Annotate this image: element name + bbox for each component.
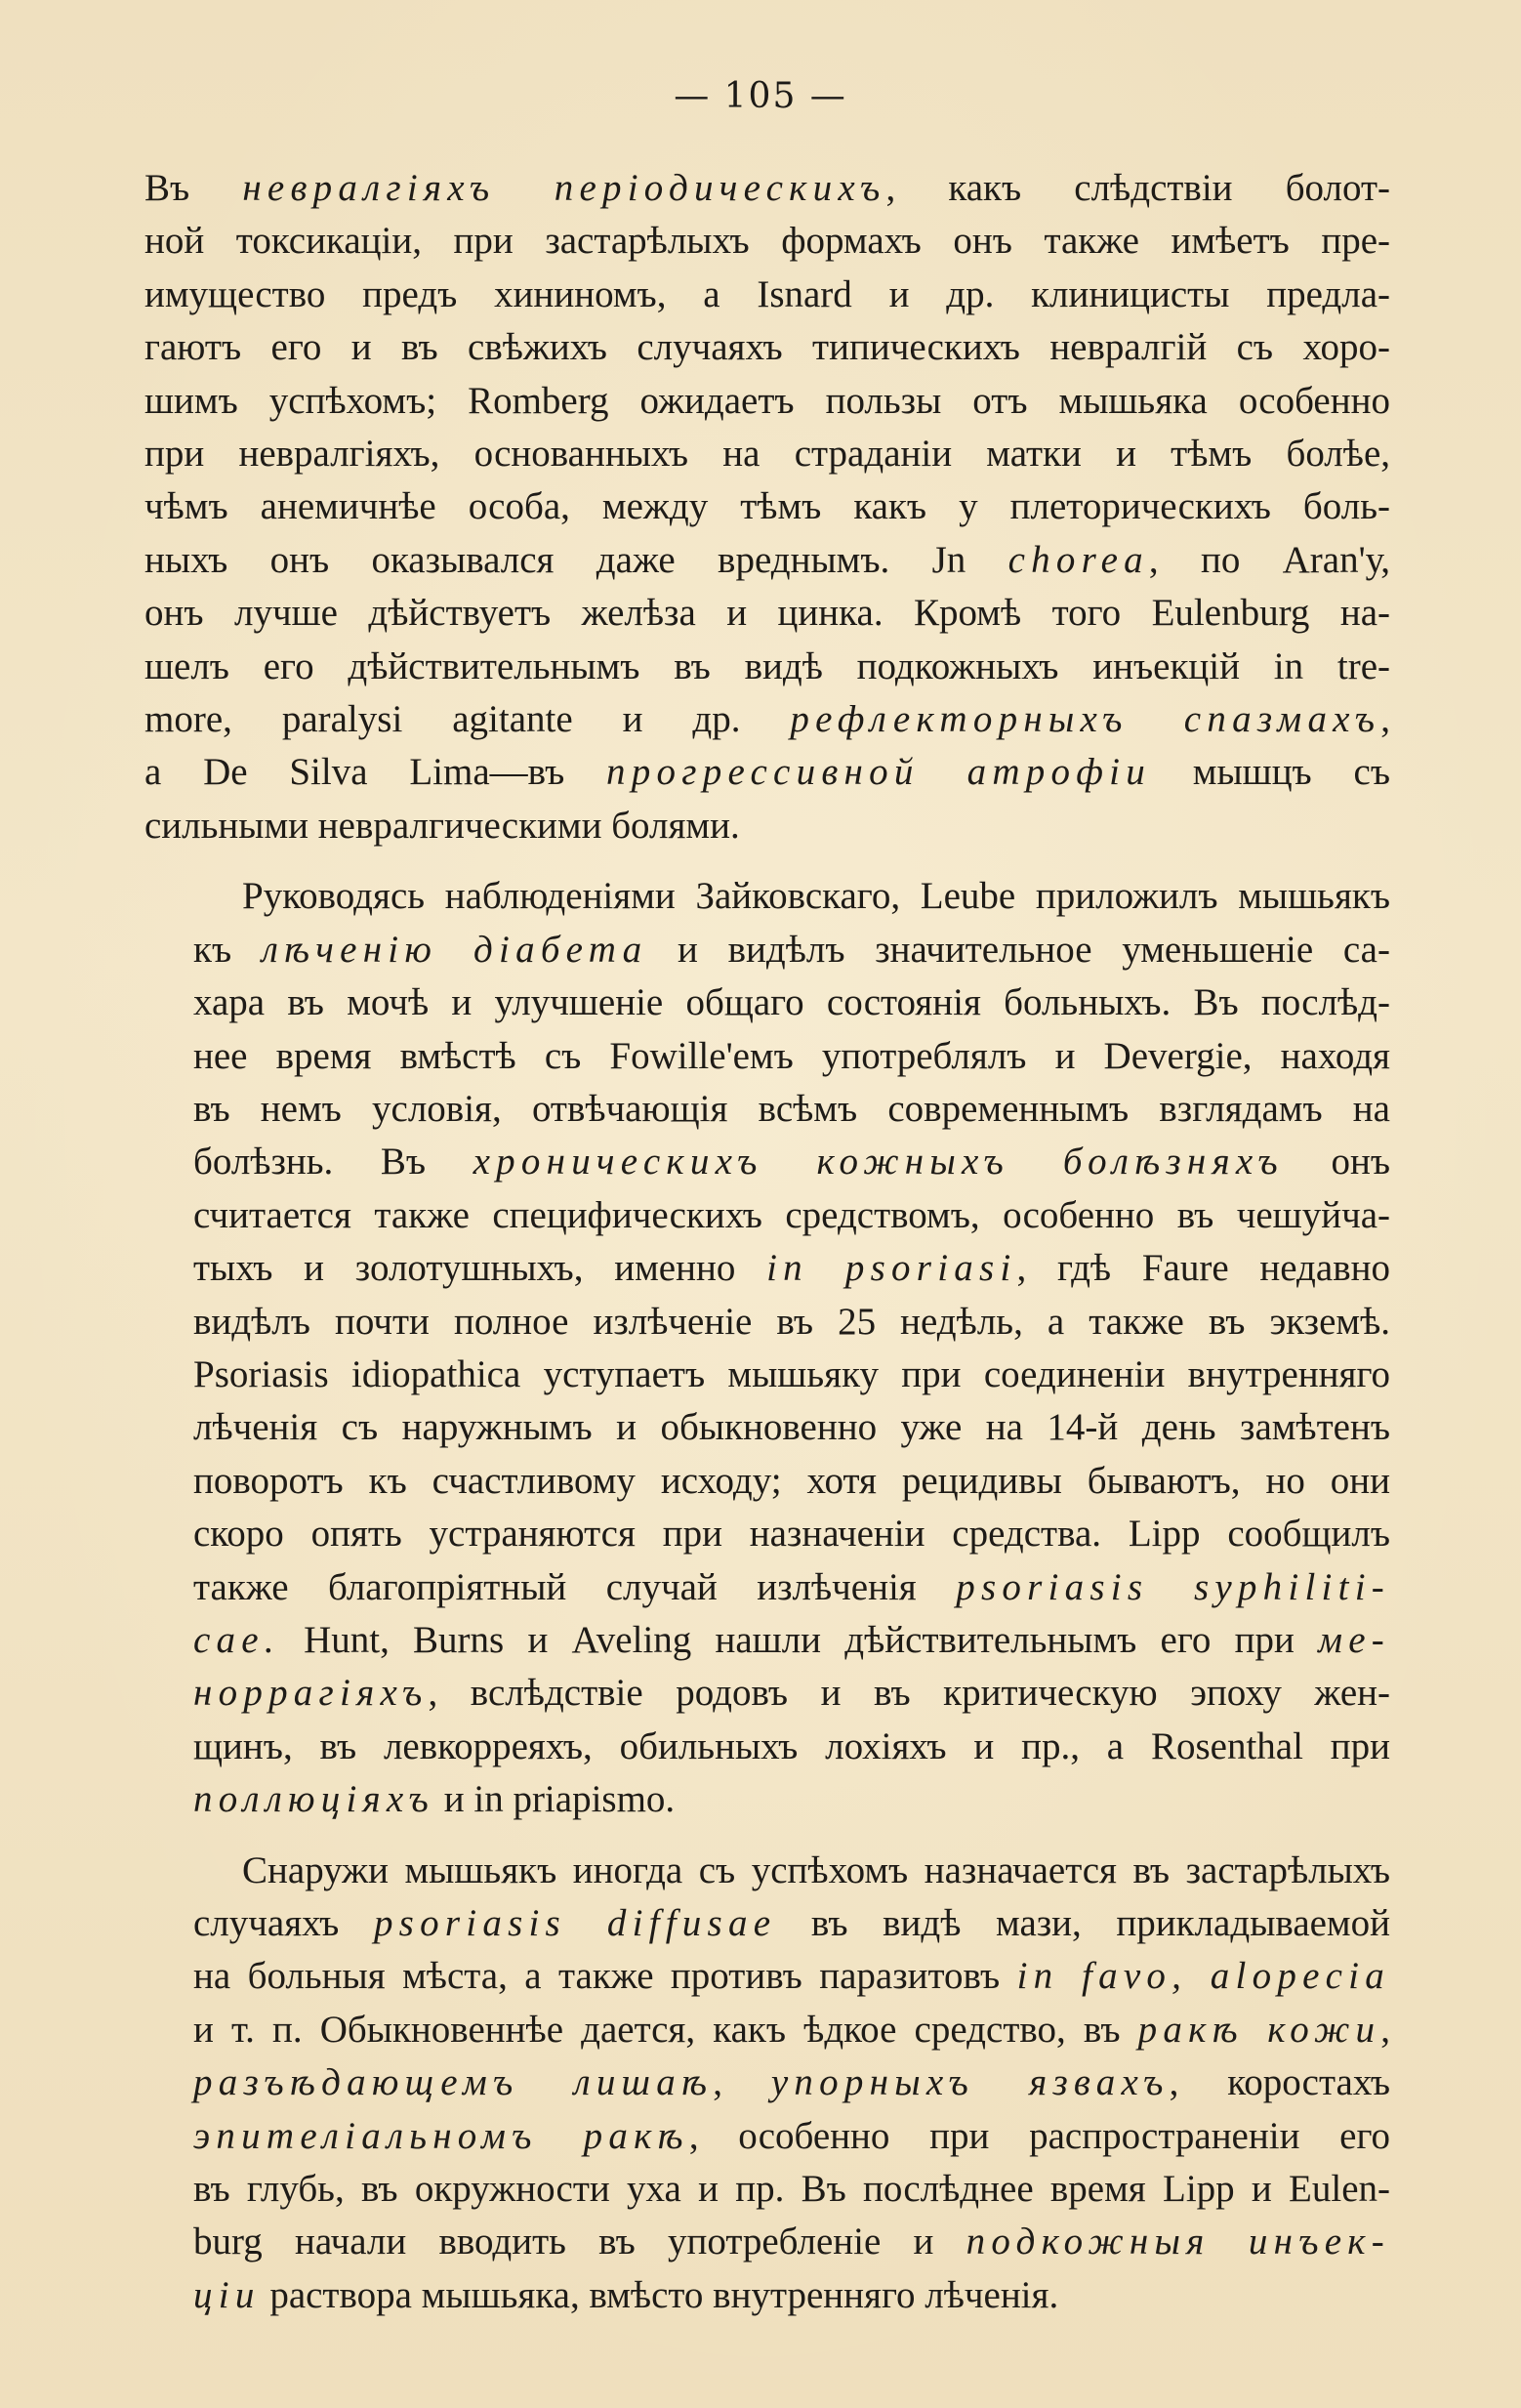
text-line — [144, 321, 1390, 374]
text-run: лѣченія съ наружнымъ и обыкновенно уже на 14-й день замѣтенъ — [193, 1406, 1390, 1449]
text-run: при невралгіяхъ, основанныхъ на страданіи матки и тѣмъ болѣе, — [144, 433, 1390, 476]
text-line — [144, 693, 1390, 746]
text-run: на больныя мѣста, а также противъ паразитовъ — [193, 1955, 1017, 1998]
text-run: Psoriasis idiopathica уступаетъ мышьяку при соединеніи внутренняго — [193, 1352, 1390, 1395]
text-run: въ немъ условія, отвѣчающія всѣмъ современнымъ взглядамъ на — [193, 1087, 1390, 1130]
text-run: а De Silva Lima—въ — [144, 751, 607, 794]
text-line — [144, 1349, 1390, 1401]
text-line — [144, 746, 1390, 799]
text-run: чѣмъ анемичнѣе особа, между тѣмъ какъ у плеторическихъ боль- — [144, 485, 1390, 528]
text-run: ной токсикаціи, при застарѣлыхъ формахъ онъ также имѣетъ пре- — [144, 220, 1390, 263]
text-run: Руководясь наблюденіями Зайковскаго, Leube приложилъ мышьякъ — [242, 875, 1390, 918]
text-line — [144, 1561, 1390, 1614]
text-line — [144, 1667, 1390, 1720]
text-line — [144, 1773, 1390, 1826]
paragraph — [144, 870, 1390, 1826]
text-line — [144, 162, 1390, 215]
text-line — [144, 976, 1390, 1029]
text-run: шелъ его дѣйствительнымъ въ видѣ подкожныхъ инъекцій in tre- — [144, 644, 1390, 687]
text-line — [144, 924, 1390, 976]
text-line — [144, 1950, 1390, 2003]
text-run: также благопріятный случай излѣченія — [193, 1565, 957, 1608]
text-run: more, paralysi agitante и др. — [144, 698, 791, 741]
text-line — [144, 1136, 1390, 1188]
emphasized-term: прогрессивной атрофіи — [606, 751, 1151, 794]
text-run: въ видѣ мази, прикладываемой — [776, 1902, 1390, 1944]
text-run: раствора мышьяка, вмѣсто внутренняго лѣченія. — [260, 2273, 1059, 2316]
text-line — [144, 1455, 1390, 1508]
emphasized-term: ме- — [1318, 1618, 1390, 1661]
text-line — [144, 375, 1390, 428]
text-line — [144, 2056, 1390, 2109]
text-line — [144, 2163, 1390, 2216]
text-run: имущество предъ хининомъ, а Isnard и др. клиницисты предла- — [144, 272, 1390, 315]
emphasized-term: норрагіяхъ — [193, 1672, 429, 1715]
text-run: , — [713, 2061, 771, 2104]
text-run: , гдѣ Faure недавно — [1016, 1247, 1390, 1290]
text-run: , по Aran'у, — [1148, 538, 1390, 581]
emphasized-term: невралгіяхъ періодическихъ — [242, 167, 886, 209]
emphasized-term: лѣченію діабета — [261, 928, 648, 971]
text-line — [144, 1845, 1390, 1897]
text-run: , коростахъ — [1169, 2061, 1391, 2104]
text-line — [144, 269, 1390, 321]
paragraph — [144, 162, 1390, 852]
text-line — [144, 1189, 1390, 1242]
text-run: случаяхъ — [193, 1902, 374, 1944]
text-line — [144, 1242, 1390, 1295]
text-line — [144, 2004, 1390, 2056]
text-line — [144, 1083, 1390, 1136]
text-line — [144, 870, 1390, 923]
emphasized-term: in favo, alopecia — [1016, 1955, 1390, 1998]
emphasized-term: in psoriasi — [766, 1247, 1017, 1290]
text-line — [144, 2110, 1390, 2163]
text-line — [144, 1296, 1390, 1349]
text-line — [144, 2216, 1390, 2268]
text-line — [144, 534, 1390, 587]
text-run: онъ — [1283, 1141, 1390, 1183]
text-run: щинъ, въ левкорреяхъ, обильныхъ лохіяхъ и пр., а Rosenthal при — [193, 1724, 1390, 1767]
text-line — [144, 1721, 1390, 1773]
emphasized-term: поллюціяхъ — [193, 1778, 434, 1821]
text-run: , — [1380, 698, 1390, 741]
text-line — [144, 641, 1390, 693]
text-run: Hunt, Burns и Aveling нашли дѣйствительнымъ его при — [279, 1618, 1319, 1661]
text-line — [144, 1401, 1390, 1454]
text-run: и т. п. Обыкновеннѣе дается, какъ ѣдкое средство, въ — [193, 2008, 1138, 2051]
text-run: скоро опять устраняются при назначеніи средства. Lipp сообщилъ — [193, 1513, 1390, 1556]
text-line — [144, 1614, 1390, 1667]
text-run: Въ — [144, 167, 243, 209]
text-line — [144, 1508, 1390, 1560]
text-run: ныхъ онъ оказывался даже вреднымъ. Jn — [144, 538, 1008, 581]
text-line — [144, 2269, 1390, 2322]
text-run: , вслѣдствіе родовъ и въ критическую эпоху жен- — [428, 1672, 1390, 1715]
emphasized-term: psoriasis diffusae — [373, 1902, 777, 1944]
text-run: въ глубь, въ окружности уха и пр. Въ послѣднее время Lipp и Eulen- — [193, 2168, 1390, 2211]
text-run: болѣзнь. Въ — [193, 1141, 473, 1183]
emphasized-term: эпителіальномъ ракѣ — [193, 2114, 689, 2157]
text-line — [144, 480, 1390, 533]
text-run: видѣлъ почти полное излѣченіе въ 25 недѣль, а также въ экземѣ. — [193, 1300, 1390, 1343]
text-line — [144, 428, 1390, 480]
emphasized-term: chorea — [1007, 538, 1149, 581]
text-run: сильными невралгическими болями. — [144, 804, 740, 847]
emphasized-term: psoriasis syphiliti- — [956, 1565, 1390, 1608]
text-run: къ — [193, 928, 262, 971]
text-run: и видѣлъ значительное уменьшеніе са- — [647, 928, 1390, 971]
text-run: хара въ мочѣ и улучшеніе общаго состоянія больныхъ. Въ послѣд- — [193, 981, 1390, 1024]
text-run: считается также специфическихъ средствомъ, особенно въ чешуйча- — [193, 1193, 1390, 1236]
text-run: burg начали вводить въ употребленіе и — [193, 2221, 966, 2263]
emphasized-term: упорныхъ язвахъ — [770, 2061, 1170, 2104]
text-run: нее время вмѣстѣ съ Fowille'емъ употреблялъ и Devergie, находя — [193, 1034, 1390, 1077]
emphasized-term: ракѣ кожи — [1137, 2008, 1381, 2051]
body-text — [144, 162, 1390, 2322]
text-run: гаютъ его и въ свѣжихъ случаяхъ типическихъ невралгій съ хоро- — [144, 326, 1390, 369]
emphasized-term: cae. — [193, 1618, 280, 1661]
text-line — [144, 1030, 1390, 1083]
text-run: , — [1380, 2008, 1391, 2051]
text-run: шимъ успѣхомъ; Romberg ожидаетъ пользы отъ мышьяка особенно — [144, 379, 1390, 422]
text-run: онъ лучше дѣйствуетъ желѣза и цинка. Кромѣ того Eulenburg на- — [144, 592, 1390, 635]
emphasized-term: ціи — [193, 2273, 261, 2316]
emphasized-term: разъѣдающемъ лишаѣ — [193, 2061, 714, 2104]
text-line — [144, 587, 1390, 640]
text-line — [144, 1897, 1390, 1950]
emphasized-term: рефлекторныхъ спазмахъ — [790, 698, 1381, 741]
text-run: , какъ слѣдствіи болот- — [885, 167, 1390, 209]
text-run: поворотъ къ счастливому исходу; хотя рецидивы бываютъ, но они — [193, 1459, 1390, 1502]
text-run: тыхъ и золотушныхъ, именно — [193, 1247, 767, 1290]
page-number: — 105 — — [674, 76, 847, 116]
paragraph — [144, 1845, 1390, 2323]
text-run: мышцъ съ — [1150, 751, 1390, 794]
text-line — [144, 800, 1390, 852]
text-run: и in priapismo. — [433, 1778, 676, 1821]
text-line — [144, 215, 1390, 268]
text-run: Снаружи мышьякъ иногда съ успѣхомъ назначается въ застарѣлыхъ — [242, 1848, 1390, 1891]
text-run: , особенно при распространеніи его — [688, 2114, 1390, 2157]
emphasized-term: подкожныя инъек- — [966, 2221, 1390, 2263]
emphasized-term: хроническихъ кожныхъ болѣзняхъ — [473, 1141, 1284, 1183]
